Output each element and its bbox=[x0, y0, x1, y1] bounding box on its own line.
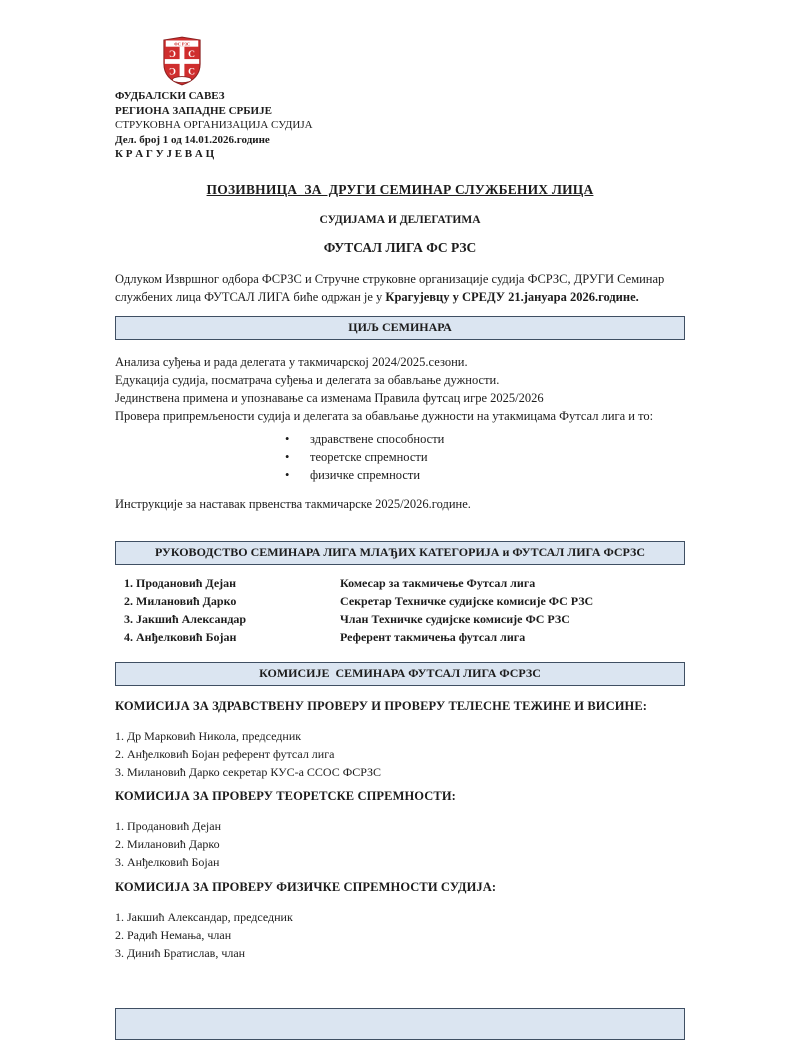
member-number: 2. bbox=[124, 593, 133, 608]
org-name-line2: РЕГИОНА ЗАПАДНЕ СРБИЈЕ bbox=[115, 104, 272, 117]
member-name: Продановић Дејан bbox=[136, 575, 237, 590]
commission-member: 2. Радић Немања, члан bbox=[115, 927, 232, 942]
section-header-commissions: КОМИСИЈЕ СЕМИНАРА ФУТСАЛ ЛИГА ФСРЗС bbox=[115, 662, 685, 686]
commission-member: 3. Анђелковић Бојан bbox=[115, 854, 220, 869]
member-role: Секретар Техничке судијске комисије ФС РЗС bbox=[340, 593, 594, 608]
document-number: Дел. број 1 од 14.01.2026.године bbox=[115, 133, 270, 146]
document-audience: СУДИЈАМА И ДЕЛЕГАТИМА bbox=[319, 213, 481, 226]
bullet-label: здравствене способности bbox=[310, 431, 445, 446]
bullet-item bbox=[115, 466, 685, 484]
commission-member: 1. Др Марковић Никола, председник bbox=[115, 728, 302, 743]
member-number: 3. bbox=[124, 611, 133, 626]
intro-paragraph bbox=[115, 270, 685, 306]
commission-member-list bbox=[115, 908, 685, 962]
org-name-line3: СТРУКОВНА ОРГАНИЗАЦИЈА СУДИЈА bbox=[115, 119, 313, 132]
svg-text:ФС РЗС: ФС РЗС bbox=[174, 41, 190, 47]
goal-line: Провера припремљености судија и делегата за обављање дужности на утакмицама Футсал лига и то: bbox=[115, 408, 654, 423]
commission-member: 1. Продановић Дејан bbox=[115, 818, 222, 833]
leadership-list bbox=[115, 574, 685, 646]
league-title: ФУТСАЛ ЛИГА ФС РЗС bbox=[323, 239, 477, 255]
member-name: Анђелковић Бојан bbox=[136, 629, 237, 644]
section-box-cutoff bbox=[115, 1008, 685, 1040]
member-number: 4. bbox=[124, 629, 133, 644]
intro-text: Одлуком Извршног одбора ФСРЗС и Стручне струковне организације судија ФСРЗС, ДРУГИ Семинар службених лица ФУТСАЛ ЛИГА биће одржан је у bbox=[115, 271, 665, 304]
leadership-row bbox=[115, 592, 685, 610]
letterhead bbox=[115, 89, 685, 162]
member-number: 1. bbox=[124, 575, 133, 590]
leadership-row bbox=[115, 628, 685, 646]
member-role: Референт такмичења футсал лига bbox=[340, 629, 526, 644]
member-role: Члан Техничке судијске комисије ФС РЗС bbox=[340, 611, 570, 626]
bullet-label: теоретске спремности bbox=[310, 449, 428, 464]
commission-member: 3. Динић Братислав, члан bbox=[115, 945, 246, 960]
bullet-icon: • bbox=[285, 449, 290, 464]
commission-member-list bbox=[115, 817, 685, 871]
svg-text:C: C bbox=[188, 49, 195, 61]
bullet-label: физичке спремности bbox=[310, 467, 421, 482]
commission-title-fitness: КОМИСИЈА ЗА ПРОВЕРУ ФИЗИЧКЕ СПРЕМНОСТИ СУДИЈА: bbox=[115, 879, 497, 894]
commission-member: 2. Милановић Дарко bbox=[115, 836, 220, 851]
section-header-leadership: РУКОВОДСТВО СЕМИНАРА ЛИГА МЛАЂИХ КАТЕГОРИЈА и ФУТСАЛ ЛИГА ФСРЗС bbox=[115, 541, 685, 565]
bullet-icon: • bbox=[285, 431, 290, 446]
svg-text:Ɔ: Ɔ bbox=[169, 66, 176, 78]
svg-text:C: C bbox=[188, 66, 195, 78]
document-page bbox=[115, 36, 685, 962]
member-role: Комесар за такмичење Футсал лига bbox=[340, 575, 536, 590]
svg-text:Ɔ: Ɔ bbox=[169, 49, 176, 61]
goal-line: Анализа суђења и рада делегата у такмичарској 2024/2025.сезони. bbox=[115, 354, 468, 369]
commission-member: 1. Јакшић Александар, председник bbox=[115, 909, 293, 924]
commission-title-health: КОМИСИЈА ЗА ЗДРАВСТВЕНУ ПРОВЕРУ И ПРОВЕРУ ТЕЛЕСНЕ ТЕЖИНЕ И ВИСИНЕ: bbox=[115, 698, 648, 713]
member-name: Јакшић Александар bbox=[136, 611, 247, 626]
leadership-row bbox=[115, 574, 685, 592]
goal-line: Едукација судија, посматрача суђења и делегата за обављање дужности. bbox=[115, 372, 500, 387]
city-name: К Р А Г У Ј Е В А Ц bbox=[115, 148, 215, 161]
section-header-goal: ЦИЉ СЕМИНАРА bbox=[115, 316, 685, 340]
commission-title-theory: КОМИСИЈА ЗА ПРОВЕРУ ТЕОРЕТСКЕ СПРЕМНОСТИ: bbox=[115, 788, 456, 803]
football-association-crest-icon bbox=[161, 36, 203, 86]
goal-lines bbox=[115, 353, 685, 425]
org-name-line1: ФУДБАЛСКИ САВЕЗ bbox=[115, 90, 225, 102]
intro-date-bold: Крагујевцу у СРЕДУ 21.јануара 2026.године. bbox=[385, 289, 639, 304]
goal-bullet-list bbox=[115, 430, 685, 484]
bullet-item bbox=[115, 430, 685, 448]
commission-member: 2. Анђелковић Бојан референт футсал лига bbox=[115, 746, 335, 761]
goal-line: Јединствена примена и упознавање са изменама Правила футсац игре 2025/2026 bbox=[115, 390, 544, 405]
bullet-icon: • bbox=[285, 467, 290, 482]
bullet-item bbox=[115, 448, 685, 466]
commission-member-list bbox=[115, 727, 685, 781]
leadership-row bbox=[115, 610, 685, 628]
commission-member: 3. Милановић Дарко секретар КУС-а ССОС ФСРЗС bbox=[115, 764, 382, 779]
document-title: ПОЗИВНИЦА ЗА ДРУГИ СЕМИНАР СЛУЖБЕНИХ ЛИЦА bbox=[206, 181, 594, 197]
instruction-line: Инструкције за наставак првенства такмичарске 2025/2026.године. bbox=[115, 496, 471, 511]
member-name: Милановић Дарко bbox=[136, 593, 237, 608]
